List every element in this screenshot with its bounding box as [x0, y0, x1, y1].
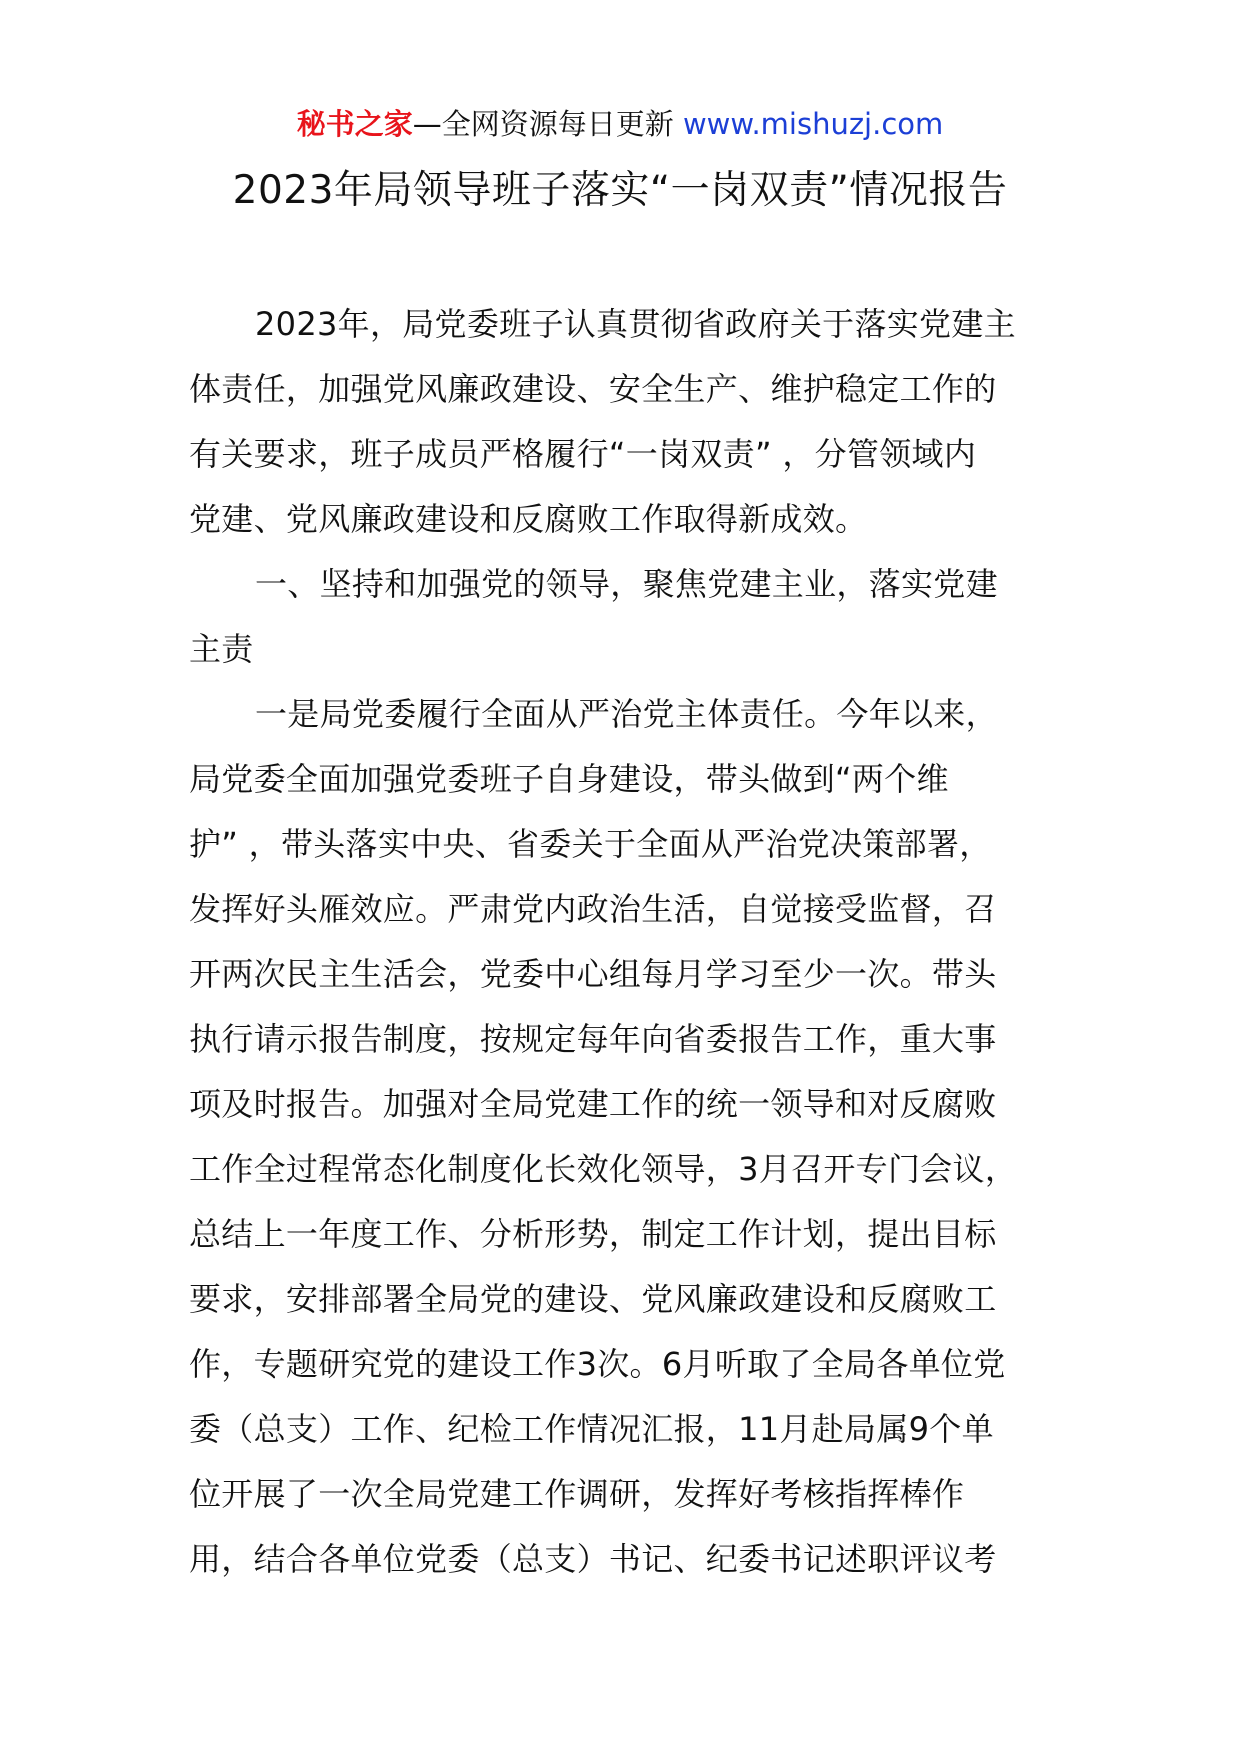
- body-line: 工作全过程常态化制度化长效化领导，3月召开专门会议，: [189, 1150, 1018, 1188]
- body-line: 局党委全面加强党委班子自身建设，带头做到“两个维: [189, 760, 949, 798]
- body-line: 项及时报告。加强对全局党建工作的统一领导和对反腐败: [189, 1085, 997, 1123]
- body-line: 位开展了一次全局党建工作调研，发挥好考核指挥棒作: [189, 1475, 965, 1513]
- body-line: 用，结合各单位党委（总支）书记、纪委书记述职评议考: [189, 1540, 997, 1578]
- body-line: 要求，安排部署全局党的建设、党风廉政建设和反腐败工: [189, 1280, 997, 1318]
- brand-name: 秘书之家: [296, 107, 413, 141]
- body-line: 开两次民主生活会，党委中心组每月学习至少一次。带头: [189, 955, 997, 993]
- document-body: [189, 292, 1055, 1592]
- body-line: 有关要求，班子成员严格履行“一岗双责” ，分管领域内: [189, 435, 977, 473]
- section-heading: 一、坚持和加强党的领导，聚焦党建主业，落实党建: [255, 565, 998, 603]
- body-line: 作，专题研究党的建设工作3次。6月听取了全局各单位党: [189, 1345, 1006, 1383]
- body-line: 护” ，带头落实中央、省委关于全面从严治党决策部署，: [189, 825, 992, 863]
- site-banner: [0, 104, 1240, 144]
- section-heading: 主责: [189, 630, 254, 668]
- body-line: 委（总支）工作、纪检工作情况汇报，11月赴局属9个单: [189, 1410, 994, 1448]
- body-line: 2023年，局党委班子认真贯彻省政府关于落实党建主: [255, 305, 1016, 343]
- body-line: 党建、党风廉政建设和反腐败工作取得新成效。: [189, 500, 868, 538]
- body-line: 体责任，加强党风廉政建设、安全生产、维护稳定工作的: [189, 370, 997, 408]
- body-line: 执行请示报告制度，按规定每年向省委报告工作，重大事: [189, 1020, 997, 1058]
- body-line: 一是局党委履行全面从严治党主体责任。今年以来，: [255, 695, 998, 733]
- document-title: 2023年局领导班子落实“一岗双责”情况报告: [232, 168, 1008, 213]
- website-link[interactable]: www.mishuzj.com: [682, 107, 944, 141]
- body-line: 发挥好头雁效应。严肃党内政治生活，自觉接受监督，召: [189, 890, 997, 928]
- banner-slogan: —全网资源每日更新: [412, 107, 683, 141]
- body-line: 总结上一年度工作、分析形势，制定工作计划，提出目标: [189, 1215, 997, 1253]
